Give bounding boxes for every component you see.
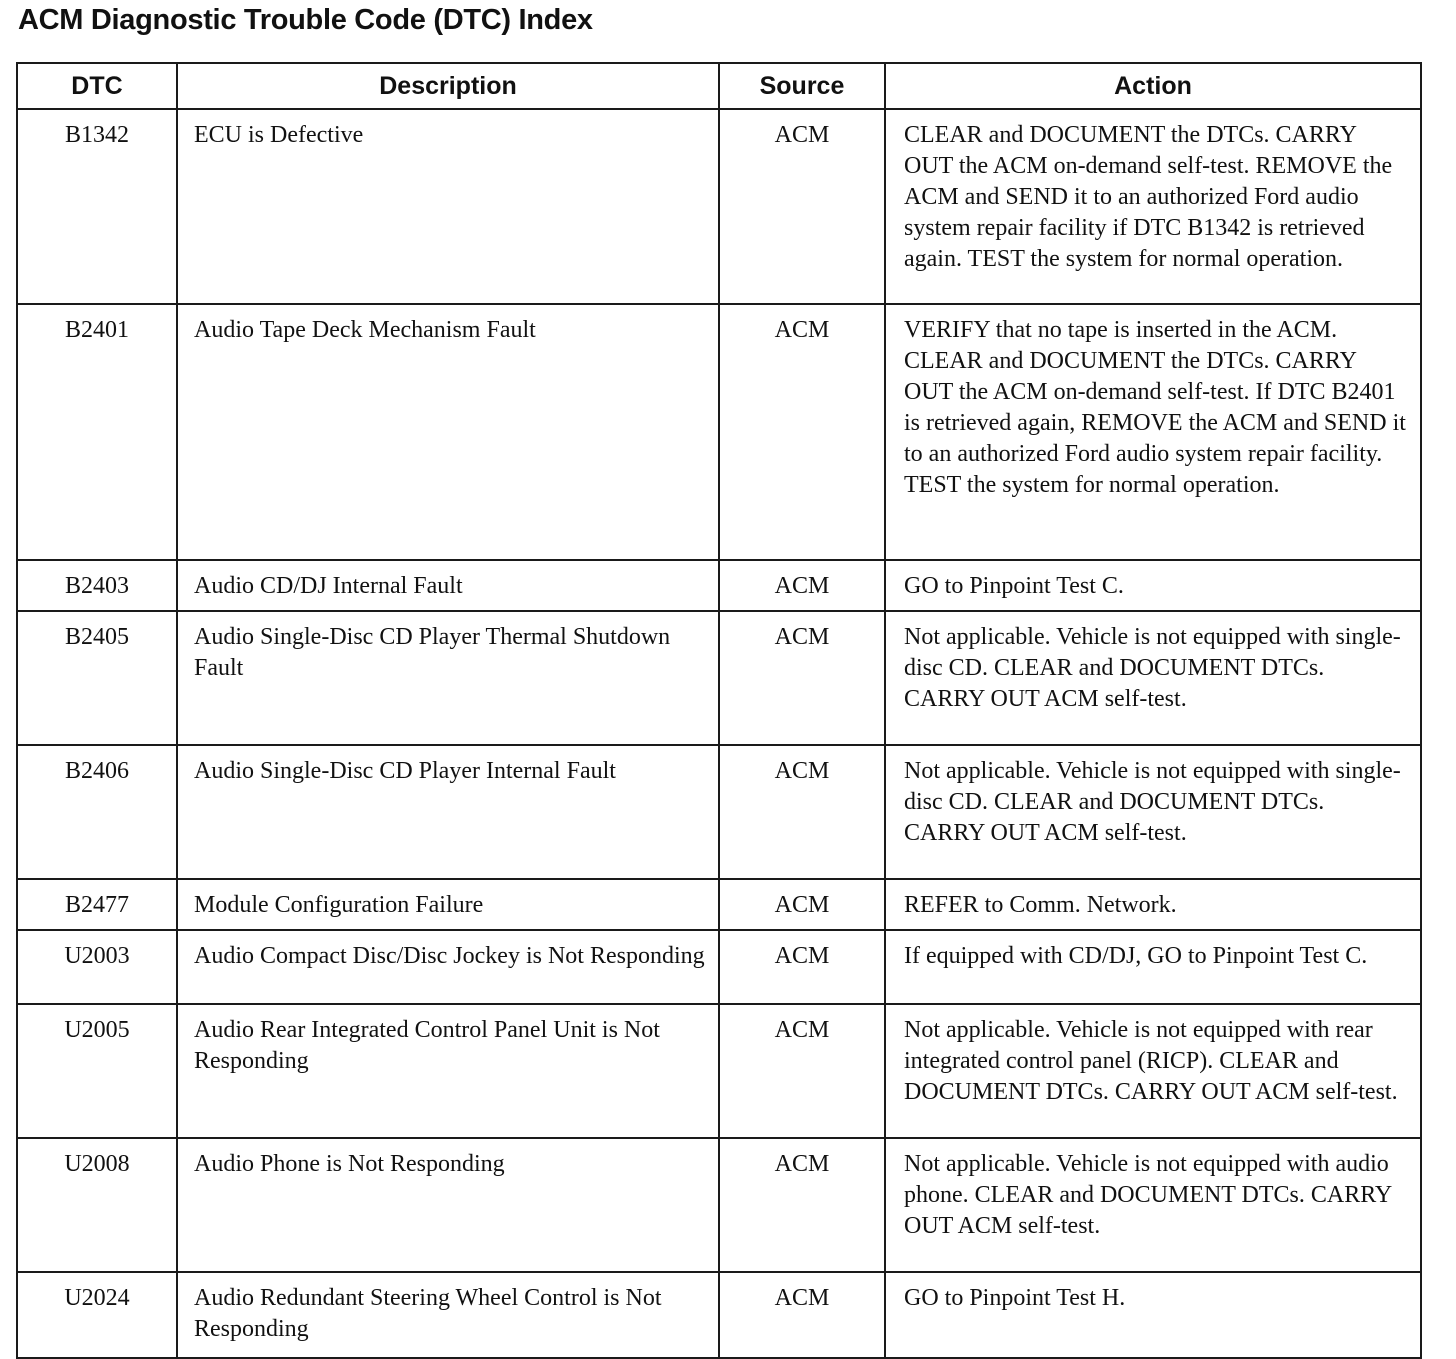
dtc-description: Audio Rear Integrated Control Panel Unit is Not Responding [177,1004,719,1138]
dtc-source: ACM [719,1004,885,1138]
table-row [17,1004,1421,1138]
dtc-index-table [16,62,1422,1359]
table-row [17,611,1421,745]
dtc-code: U2024 [17,1272,177,1358]
dtc-source: ACM [719,930,885,1004]
table-row [17,745,1421,879]
dtc-source: ACM [719,745,885,879]
table-row [17,930,1421,1004]
dtc-description: Module Configuration Failure [177,879,719,930]
header-action: Action [885,63,1421,109]
table-row [17,879,1421,930]
dtc-source: ACM [719,560,885,611]
dtc-description: Audio CD/DJ Internal Fault [177,560,719,611]
dtc-source: ACM [719,879,885,930]
dtc-action: Not applicable. Vehicle is not equipped with rear integrated control panel (RICP). CLEAR and DOCUMENT DTCs. CARRY OUT ACM self-test. [885,1004,1421,1138]
dtc-action: GO to Pinpoint Test C. [885,560,1421,611]
dtc-source: ACM [719,611,885,745]
dtc-code: U2008 [17,1138,177,1272]
dtc-source: ACM [719,1138,885,1272]
dtc-code: B2401 [17,304,177,560]
table-row [17,304,1421,560]
header-source: Source [719,63,885,109]
dtc-source: ACM [719,109,885,304]
header-description: Description [177,63,719,109]
dtc-action: GO to Pinpoint Test H. [885,1272,1421,1358]
dtc-action: REFER to Comm. Network. [885,879,1421,930]
table-header-row [17,63,1421,109]
dtc-description: Audio Redundant Steering Wheel Control is Not Responding [177,1272,719,1358]
dtc-source: ACM [719,304,885,560]
dtc-action: Not applicable. Vehicle is not equipped with audio phone. CLEAR and DOCUMENT DTCs. CARRY OUT ACM self-test. [885,1138,1421,1272]
dtc-action: Not applicable. Vehicle is not equipped with single-disc CD. CLEAR and DOCUMENT DTCs. CARRY OUT ACM self-test. [885,611,1421,745]
dtc-action: CLEAR and DOCUMENT the DTCs. CARRY OUT the ACM on-demand self-test. REMOVE the ACM and SEND it to an authorized Ford audio system repair facility if DTC B1342 is retrieved again. TEST the system for normal operation. [885,109,1421,304]
dtc-source: ACM [719,1272,885,1358]
table-row [17,1272,1421,1358]
dtc-code: U2003 [17,930,177,1004]
dtc-code: B2406 [17,745,177,879]
dtc-code: B2477 [17,879,177,930]
dtc-description: Audio Phone is Not Responding [177,1138,719,1272]
dtc-description: Audio Tape Deck Mechanism Fault [177,304,719,560]
dtc-description: Audio Compact Disc/Disc Jockey is Not Responding [177,930,719,1004]
dtc-description: ECU is Defective [177,109,719,304]
dtc-description: Audio Single-Disc CD Player Internal Fault [177,745,719,879]
page-title: ACM Diagnostic Trouble Code (DTC) Index [18,4,593,36]
dtc-description: Audio Single-Disc CD Player Thermal Shutdown Fault [177,611,719,745]
dtc-action: VERIFY that no tape is inserted in the ACM. CLEAR and DOCUMENT the DTCs. CARRY OUT the ACM on-demand self-test. If DTC B2401 is retrieved again, REMOVE the ACM and SEND it to an authorized Ford audio system repair facility. TEST the system for normal operation. [885,304,1421,560]
dtc-action: If equipped with CD/DJ, GO to Pinpoint Test C. [885,930,1421,1004]
dtc-code: B2405 [17,611,177,745]
dtc-code: B1342 [17,109,177,304]
table-row [17,109,1421,304]
header-dtc: DTC [17,63,177,109]
dtc-code: U2005 [17,1004,177,1138]
dtc-action: Not applicable. Vehicle is not equipped with single-disc CD. CLEAR and DOCUMENT DTCs. CARRY OUT ACM self-test. [885,745,1421,879]
table-row [17,1138,1421,1272]
table-row [17,560,1421,611]
dtc-code: B2403 [17,560,177,611]
